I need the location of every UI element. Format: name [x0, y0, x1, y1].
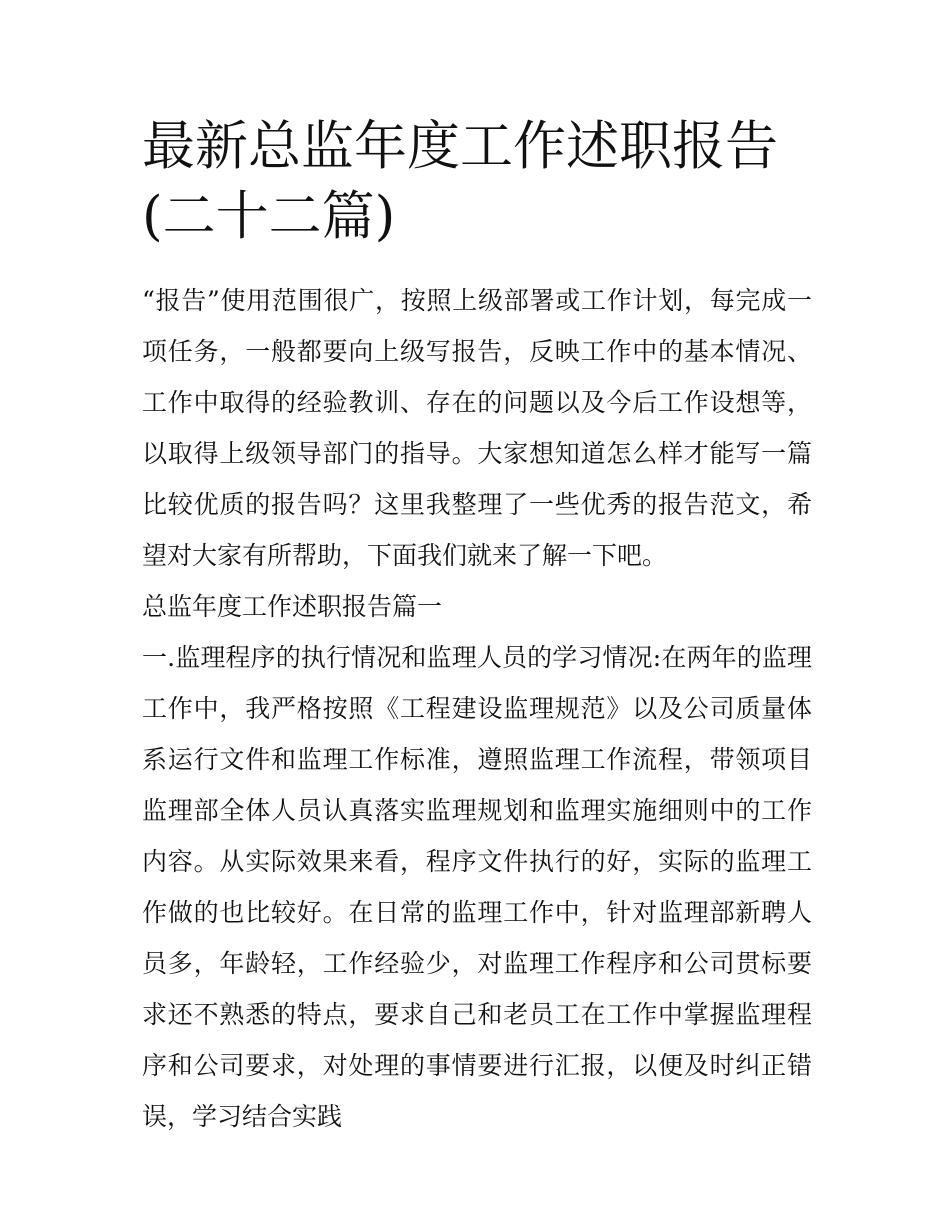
- intro-paragraph: “报告”使用范围很广，按照上级部署或工作计划，每完成一项任务，一般都要向上级写报告，反映工作中的基本情况、工作中取得的经验教训、存在的问题以及今后工作设想等，以取得上级领导部门的指导。大家想知道怎么样才能写一篇比较优质的报告吗？这里我整理了一些优秀的报告范文，希望对大家有所帮助，下面我们就来了解一下吧。: [142, 286, 812, 570]
- document-title: 最新总监年度工作述职报告(二十二篇): [142, 116, 778, 247]
- document-body: [142, 275, 812, 1142]
- section-heading: 总监年度工作述职报告篇一: [142, 592, 443, 621]
- section-paragraph: 一.监理程序的执行情况和监理人员的学习情况:在两年的监理工作中，我严格按照《工程建设监理规范》以及公司质量体系运行文件和监理工作标准，遵照监理工作流程，带领项目监理部全体人员认真落实监理规划和监理实施细则中的工作内容。从实际效果来看，程序文件执行的好，实际的监理工作做的也比较好。在日常的监理工作中，针对监理部新聘人员多，年龄轻，工作经验少，对监理工作程序和公司贯标要求还不熟悉的特点，要求自己和老员工在工作中掌握监理程序和公司要求，对处理的事情要进行汇报，以便及时纠正错误，学习结合实践: [142, 643, 812, 1131]
